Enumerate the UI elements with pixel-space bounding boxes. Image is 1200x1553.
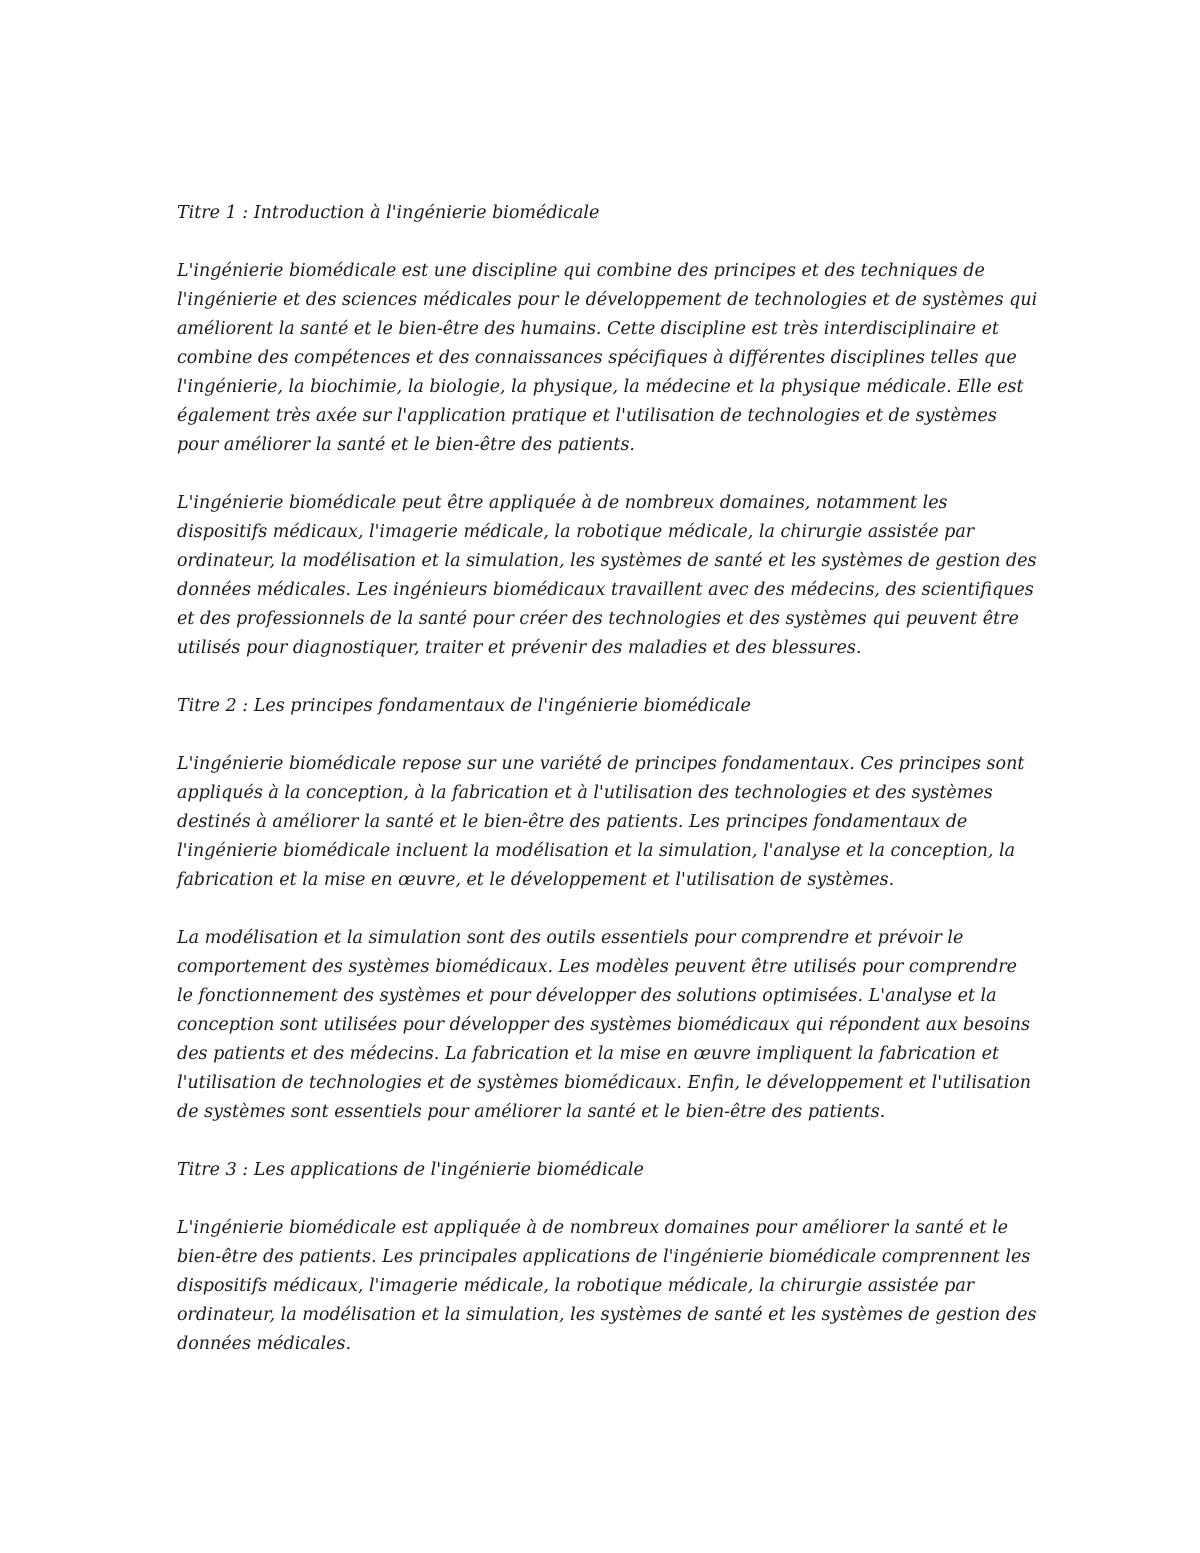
text-line: L'ingénierie biomédicale repose sur une variété de principes fondamentaux. Ces principes sont — [177, 754, 1025, 774]
text-line: l'ingénierie biomédicale incluent la modélisation et la simulation, l'analyse et la conception, la — [177, 841, 1016, 861]
text-line: ordinateur, la modélisation et la simulation, les systèmes de santé et les systèmes de gestion des — [177, 551, 1037, 571]
text-line: L'ingénierie biomédicale est appliquée à de nombreux domaines pour améliorer la santé et le — [177, 1218, 1009, 1238]
text-line: données médicales. Les ingénieurs biomédicaux travaillent avec des médecins, des scientifiques — [177, 580, 1034, 600]
paragraph — [177, 750, 1037, 895]
text-line: L'ingénierie biomédicale est une discipline qui combine des principes et des techniques de — [177, 261, 985, 281]
text-line: l'utilisation de technologies et de systèmes biomédicaux. Enfin, le développement et l'utilisation — [177, 1073, 1031, 1093]
text-line: appliqués à la conception, à la fabrication et à l'utilisation des technologies et des systèmes — [177, 783, 993, 803]
text-line: l'ingénierie et des sciences médicales pour le développement de technologies et de systèmes qui — [177, 290, 1038, 310]
document-body — [177, 199, 1037, 1388]
paragraph — [177, 924, 1037, 1127]
text-line: La modélisation et la simulation sont des outils essentiels pour comprendre et prévoir le — [177, 928, 964, 948]
text-line: données médicales. — [177, 1334, 352, 1354]
text-line: bien-être des patients. Les principales applications de l'ingénierie biomédicale comprennent les — [177, 1247, 1031, 1267]
text-line: utilisés pour diagnostiquer, traiter et prévenir des maladies et des blessures. — [177, 638, 862, 658]
text-line: également très axée sur l'application pratique et l'utilisation de technologies et de systèmes — [177, 406, 997, 426]
text-line: de systèmes sont essentiels pour améliorer la santé et le bien-être des patients. — [177, 1102, 886, 1122]
text-line: fabrication et la mise en œuvre, et le développement et l'utilisation de systèmes. — [177, 870, 895, 890]
text-line: dispositifs médicaux, l'imagerie médicale, la robotique médicale, la chirurgie assistée par — [177, 1276, 975, 1296]
text-line: améliorent la santé et le bien-être des humains. Cette discipline est très interdisciplinaire et — [177, 319, 999, 339]
text-line: ordinateur, la modélisation et la simulation, les systèmes de santé et les systèmes de gestion des — [177, 1305, 1037, 1325]
text-line: le fonctionnement des systèmes et pour développer des solutions optimisées. L'analyse et la — [177, 986, 997, 1006]
text-line: combine des compétences et des connaissances spécifiques à différentes disciplines telles que — [177, 348, 1017, 368]
text-line: L'ingénierie biomédicale peut être appliquée à de nombreux domaines, notamment les — [177, 493, 948, 513]
text-line: l'ingénierie, la biochimie, la biologie, la physique, la médecine et la physique médicale. Elle est — [177, 377, 1024, 397]
text-line: conception sont utilisées pour développer des systèmes biomédicaux qui répondent aux besoins — [177, 1015, 1030, 1035]
section-title-3: Titre 3 : Les applications de l'ingénierie biomédicale — [177, 1160, 644, 1180]
text-line: destinés à améliorer la santé et le bien-être des patients. Les principes fondamentaux de — [177, 812, 968, 832]
text-line: pour améliorer la santé et le bien-être des patients. — [177, 435, 635, 455]
section-title-1: Titre 1 : Introduction à l'ingénierie biomédicale — [177, 203, 600, 223]
text-line: dispositifs médicaux, l'imagerie médicale, la robotique médicale, la chirurgie assistée par — [177, 522, 975, 542]
text-line: des patients et des médecins. La fabrication et la mise en œuvre impliquent la fabrication et — [177, 1044, 999, 1064]
paragraph — [177, 489, 1037, 663]
paragraph — [177, 1214, 1037, 1359]
text-line: et des professionnels de la santé pour créer des technologies et des systèmes qui peuvent être — [177, 609, 1019, 629]
text-line: comportement des systèmes biomédicaux. Les modèles peuvent être utilisés pour comprendre — [177, 957, 1017, 977]
paragraph — [177, 257, 1037, 460]
section-title-2: Titre 2 : Les principes fondamentaux de l'ingénierie biomédicale — [177, 696, 751, 716]
